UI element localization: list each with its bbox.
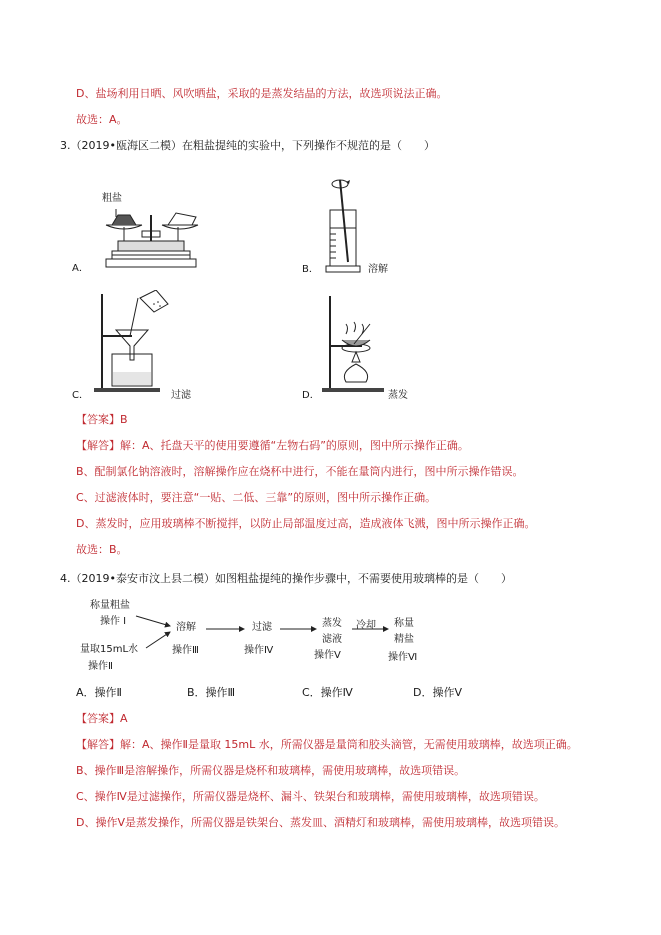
option-4-b: B．操作Ⅲ: [187, 686, 236, 699]
flow-step5-title: 蒸发: [322, 618, 342, 629]
solution-4-d: D、操作Ⅴ是蒸发操作，所需仪器是铁架台、蒸发皿、酒精灯和玻璃棒，需使用玻璃棒，故选项错误。: [76, 816, 565, 829]
flow-step4-title: 过滤: [252, 622, 272, 633]
solution-3-b: B、配制氯化钠溶液时，溶解操作应在烧杯中进行，不能在量筒内进行，图中所示操作错误。: [76, 465, 524, 478]
solution-3-d: D、蒸发时，应用玻璃棒不断搅拌，以防止局部温度过高，造成液体飞溅，图中所示操作正确。: [76, 517, 536, 530]
figure-a-label: 粗盐: [102, 193, 122, 204]
answer-4: 【答案】A: [76, 712, 128, 725]
flow-step6-sub: 精盐: [394, 634, 414, 645]
option-4-c: C．操作Ⅳ: [302, 686, 353, 699]
flow-step3-title: 溶解: [176, 622, 196, 633]
option-4-a: A．操作Ⅱ: [76, 686, 122, 699]
figure-a-balance: [72, 175, 212, 275]
flow-diagram: [76, 594, 436, 672]
figure-d-letter: D．: [302, 390, 320, 401]
cylinder-icon: [302, 170, 422, 275]
flow-step6-op: 操作Ⅵ: [388, 652, 418, 663]
figure-d-evaporation: [302, 290, 442, 400]
solution-4-c: C、操作Ⅳ是过滤操作，所需仪器是烧杯、漏斗、铁架台和玻璃棒，需使用玻璃棒，故选项错误。: [76, 790, 545, 803]
choice-result: 故选：A。: [76, 113, 128, 126]
option-d-explanation: D、盐场利用日晒、风吹晒盐，采取的是蒸发结晶的方法，故选项说法正确。: [76, 87, 448, 100]
flow-step2-title: 量取15mL水: [80, 644, 139, 655]
flow-step5-sub: 滤液: [322, 634, 342, 645]
option-4-d: D．操作Ⅴ: [413, 686, 462, 699]
figure-c-filtration: [72, 290, 212, 400]
question-3: 3.（2019•瓯海区二模）在粗盐提纯的实验中，下列操作不规范的是（ ）: [60, 139, 435, 152]
figure-a-letter: A．: [72, 263, 89, 274]
figure-b-label: 溶解: [368, 264, 388, 275]
flow-step3-op: 操作Ⅲ: [172, 645, 199, 656]
flow-step1-op: 操作 I: [100, 616, 127, 627]
answer-3: 【答案】B: [76, 413, 128, 426]
figure-d-label: 蒸发: [388, 390, 408, 401]
figure-c-letter: C．: [72, 390, 89, 401]
flow-step1-title: 称量粗盐: [90, 600, 130, 611]
solution-4-b: B、操作Ⅲ是溶解操作，所需仪器是烧杯和玻璃棒，需使用玻璃棒，故选项错误。: [76, 764, 466, 777]
flow-step6-title: 称量: [394, 618, 414, 629]
funnel-stand-icon: [72, 290, 212, 400]
solution-3-c: C、过滤液体时，要注意“一贴、二低、三靠”的原则，图中所示操作正确。: [76, 491, 437, 504]
question-4: 4.（2019•泰安市汶上县二模）如图粗盐提纯的操作步骤中，不需要使用玻璃棒的是（ ）: [60, 572, 512, 585]
flow-step2-op: 操作Ⅱ: [88, 661, 113, 672]
evaporation-icon: [302, 290, 442, 400]
solution-3-result: 故选：B。: [76, 543, 128, 556]
flow-step5-op: 操作Ⅴ: [314, 650, 341, 661]
solution-4-a: 【解答】解：A、操作Ⅱ是量取 15mL 水，所需仪器是量筒和胶头滴管，无需使用玻璃棒，故选项正确。: [76, 738, 578, 751]
solution-3-a: 【解答】解：A、托盘天平的使用要遵循“左物右码”的原则，图中所示操作正确。: [76, 439, 469, 452]
figure-b-dissolve: [302, 170, 422, 275]
flow-arrows-icon: [76, 594, 436, 672]
figure-c-label: 过滤: [171, 390, 191, 401]
balance-icon: [72, 175, 212, 275]
flow-cool-label: 冷却: [356, 620, 376, 631]
flow-step4-op: 操作Ⅳ: [244, 645, 274, 656]
figure-b-letter: B．: [302, 264, 319, 275]
